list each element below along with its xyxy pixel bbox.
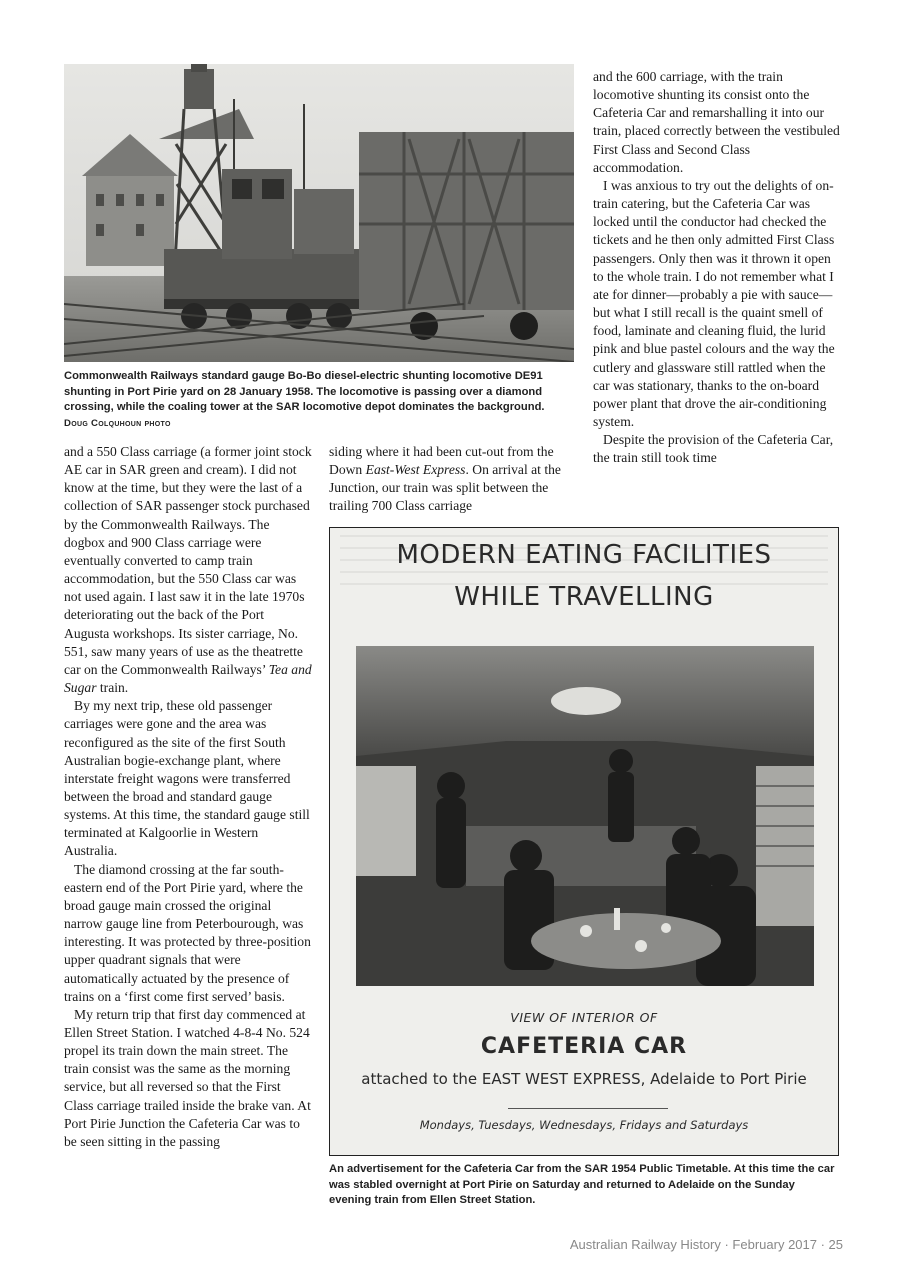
paragraph-text: siding where it had been cut-out from the Down <box>329 444 554 478</box>
ad-view-label: VIEW OF INTERIOR OF <box>510 1010 658 1025</box>
paragraph: and the 600 carriage, with the train locomotive shunting its consist onto the Cafeteria Car and remarshalling it into our train, placed correctly between the vestibuled First Class and Second Class accommodation. <box>593 69 840 175</box>
photo-caption <box>64 369 576 431</box>
ad-headline-2: WHILE TRAVELLING <box>454 582 714 612</box>
ad-title: CAFETERIA CAR <box>480 1034 688 1059</box>
italic-train-name: Tea and Sugar <box>64 661 312 696</box>
paragraph-text: . On arrival at the Junction, our train was split between the trailing 700 Class carriage <box>329 462 561 514</box>
text-column-2 <box>329 443 575 516</box>
ad-headline-1: MODERN EATING FACILITIES <box>396 540 772 570</box>
italic-train-name: East-West Express <box>365 462 466 478</box>
paragraph <box>64 443 312 697</box>
cafeteria-interior-photo <box>356 646 814 986</box>
page-footer: Australian Railway History · February 2017 · 25 <box>569 1237 843 1252</box>
ad-attached-line: attached to the EAST WEST EXPRESS, Adelaide to Port Pirie <box>361 1070 807 1088</box>
paragraph: By my next trip, these old passenger carriages were gone and the area was reconfigured as the site of the first South Australian bogie-exchange plant, where interstate freight wagons were transferred between the broad and standard gauge systems. At this time, the standard gauge still terminated at Kalgoorlie in Western Australia. <box>64 698 310 859</box>
ad-divider <box>508 1108 668 1109</box>
paragraph: Despite the provision of the Cafeteria Car, the train still took time <box>593 432 834 466</box>
photo-caption-text: Commonwealth Railways standard gauge Bo-Bo diesel-electric shunting locomotive DE91 shunting in Port Pirie yard on 28 January 1958. The locomotive is passing over a diamond crossing, while the coaling tower at the SAR locomotive depot dominates the background. <box>64 370 545 413</box>
locomotive-photo <box>64 64 574 362</box>
cafeteria-car-advertisement <box>329 527 839 1156</box>
ad-days: Mondays, Tuesdays, Wednesdays, Fridays and Saturdays <box>419 1118 749 1132</box>
photo-credit: Doug Colquhoun photo <box>64 417 171 429</box>
paragraph-text: and a 550 Class carriage (a former joint stock AE car in SAR green and cream). I did not know at the time, but they were the last of a collection of SAR passenger stock purchased by the Commonwealth Railways. The dogbox and 900 Class carriage were eventually converted to camp train accommodation, but the 550 Class car was not used again. I last saw it in the late 1970s deteriorating out the back of the Port Augusta workshops. Its sister carriage, No. 551, saw many years of use as the theatrette car on the Commonwealth Railways’ <box>64 444 312 677</box>
text-column-3 <box>593 68 843 467</box>
ad-caption: An advertisement for the Cafeteria Car from the SAR 1954 Public Timetable. At this time the car was stabled overnight at Port Pirie on Saturday and returned to Adelaide on the Sunday evening train from Ellen Street Station. <box>329 1163 835 1206</box>
text-column-1 <box>64 443 312 1151</box>
paragraph: My return trip that first day commenced at Ellen Street Station. I watched 4-8-4 No. 524 propel its train down the main street. The train consist was the same as the morning service, but all reversed so that the First Class carriage trailed inside the brake van. At Port Pirie Junction the Cafeteria Car was to be seen sitting in the passing <box>64 1006 311 1149</box>
paragraph <box>329 443 575 516</box>
paragraph: I was anxious to try out the delights of on-train catering, but the Cafeteria Car was locked until the conductor had checked the tickets and he then only admitted First Class passengers. Only then was it thrown it open to the whole train. I do not remember what I ate for dinner—probably a pie with sauce—but what I still recall is the quaint smell of food, laminate and cleaning fluid, the lurid pink and blue pastel colours and the way the cutlery and glassware still rattled when the car was stationary, thanks to the on-board power plant that drove the air-conditioning system. <box>593 177 835 429</box>
paragraph: The diamond crossing at the far south-eastern end of the Port Pirie yard, where the broad gauge main crossed the original narrow gauge line from Peterbourough, was interesting. It was protected by three-position upper quadrant signals that were automatically actuated by the presence of trains on a ‘first come first served’ basis. <box>64 861 311 1004</box>
paragraph-text: train. <box>99 680 129 696</box>
